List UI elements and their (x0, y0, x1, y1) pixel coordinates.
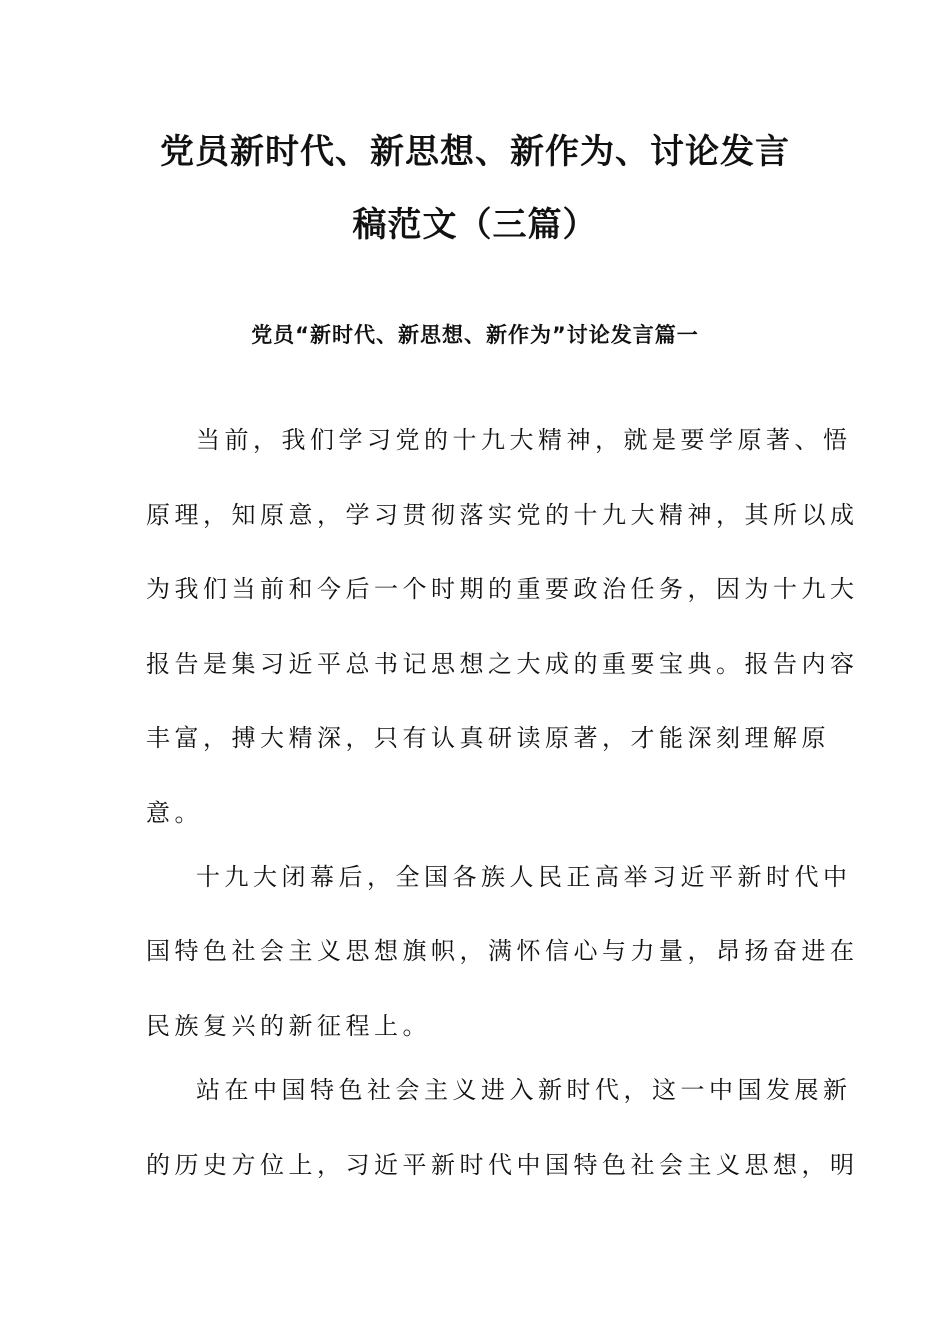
paragraph-2-line-3: 民族复兴的新征程上。 (146, 1012, 431, 1040)
paragraph-1-line-1: 当前，我们学习党的十九大精神，就是要学原著、悟 (196, 426, 852, 454)
document-title-line-1: 党员新时代、新思想、新作为、讨论发言 (160, 132, 790, 172)
paragraph-1-line-4: 报告是集习近平总书记思想之大成的重要宝典。报告内容 (146, 650, 859, 678)
section-heading: 党员“新时代、新思想、新作为”讨论发言篇一 (251, 323, 699, 347)
paragraph-2-line-2: 国特色社会主义思想旗帜，满怀信心与力量，昂扬奋进在 (146, 937, 859, 965)
paragraph-1-line-2: 原理，知原意，学习贯彻落实党的十九大精神，其所以成 (146, 501, 859, 529)
paragraph-3-line-2: 的历史方位上，习近平新时代中国特色社会主义思想，明 (146, 1151, 859, 1179)
document-title-line-2: 稿范文（三篇） (352, 205, 598, 245)
paragraph-1-line-6: 意。 (146, 799, 203, 827)
paragraph-1-line-5: 丰富，搏大精深，只有认真研读原著，才能深刻理解原 (146, 724, 830, 752)
paragraph-3-line-1: 站在中国特色社会主义进入新时代，这一中国发展新 (196, 1076, 852, 1104)
paragraph-1-line-3: 为我们当前和今后一个时期的重要政治任务，因为十九大 (146, 575, 859, 603)
paragraph-2-line-1: 十九大闭幕后，全国各族人民正高举习近平新时代中 (196, 863, 852, 891)
